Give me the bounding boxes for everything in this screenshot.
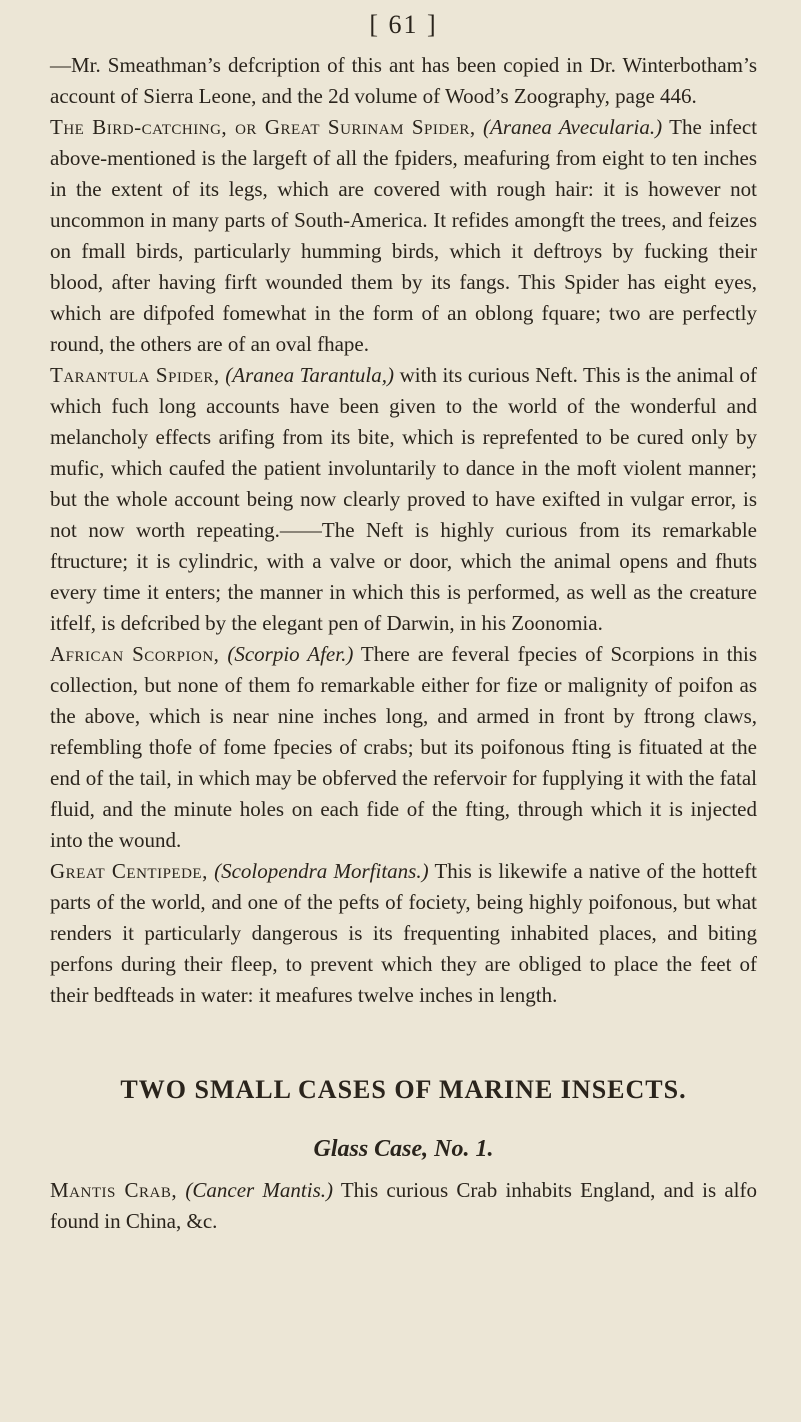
entry-name: African Scorpion, xyxy=(50,642,220,666)
entry-name: Great Centipede, xyxy=(50,859,208,883)
section-spacer xyxy=(50,1011,757,1073)
entry-african-scorpion xyxy=(50,639,757,856)
entry-description: There are feveral fpecies of Scorpions in this collection, but none of them fo remarkable either for fize or malignity of poifon as the above, which is near nine inches long, and armed in front by ftrong claws, refembling thofe of fome fpecies of crabs; but its poifonous fting is fituated at the end of the tail, in which may be obferved the refervoir for fupplying it with the fatal fluid, and the minute holes on each fide of the fting, through which it is injected into the wound. xyxy=(50,642,758,852)
entry-latin-name: (Cancer Mantis.) xyxy=(185,1178,333,1202)
intro-paragraph: —Mr. Smeathman’s defcription of this ant has been copied in Dr. Winterbotham’s account of Sierra Leone, and the 2d volume of Wood’s Zoography, page 446. xyxy=(50,53,757,108)
entry-tarantula-spider xyxy=(50,360,757,639)
entry-description: This is likewife a native of the hotteft parts of the world, and one of the pefts of fociety, being highly poifonous, but what renders it particularly dangerous is its frequenting inhabited places, and biting perfons during their fleep, to prevent which they are obliged to place the feet of their bedfteads in water: it meafures twelve inches in length. xyxy=(50,859,758,1007)
entry-name: The Bird-catching, or Great Surinam Spider, xyxy=(50,115,476,139)
body-text xyxy=(50,50,757,1011)
section-heading: TWO SMALL CASES OF MARINE INSECTS. xyxy=(120,1075,687,1104)
entry-mantis-crab xyxy=(50,1175,757,1237)
entry-name: Tarantula Spider, xyxy=(50,363,220,387)
entry-latin-name: (Scolopendra Morfitans.) xyxy=(214,859,429,883)
case-heading: Glass Case, No. 1. xyxy=(313,1136,494,1162)
entry-description: This curious Crab inhabits England, and is alfo found in China, &c. xyxy=(50,1178,758,1233)
entry-latin-name: (Aranea Avecularia.) xyxy=(483,115,663,139)
entry-great-centipede xyxy=(50,856,757,1011)
entry-bird-catching-spider xyxy=(50,112,757,360)
entry-description: The infect above-mentioned is the largeft of all the fpiders, meafuring from eight to ten inches in the extent of its legs, which are covered with rough hair: it is however not uncommon in many parts of South-America. It refides amongft the trees, and feizes on fmall birds, particularly humming birds, which it deftroys by fucking their blood, after having firft wounded them by its fangs. This Spider has eight eyes, which are difpofed fomewhat in the form of an oblong fquare; two are perfectly round, the others are of an oval fhape. xyxy=(50,115,758,356)
entry-latin-name: (Aranea Tarantula,) xyxy=(225,363,394,387)
page-number: [ 61 ] xyxy=(369,10,438,39)
case-body-text xyxy=(50,1175,757,1237)
entry-description: with its curious Neft. This is the animal of which fuch long accounts have been given to the world of the wonderful and melancholy effects arifing from its bite, which is reprefented to be cured only by mufic, which caufed the patient involuntarily to dance in the moft violent manner; but the whole account being now clearly proved to have exifted in vulgar error, is not now worth repeating.——The Neft is highly curious from its remarkable ftructure; it is cylindric, with a valve or door, which the animal opens and fhuts every time it enters; the manner in which this is performed, as well as the creature itfelf, is defcribed by the elegant pen of Darwin, in his Zoonomia. xyxy=(50,363,757,635)
entry-name: Mantis Crab, xyxy=(50,1178,178,1202)
entry-latin-name: (Scorpio Afer.) xyxy=(227,642,354,666)
